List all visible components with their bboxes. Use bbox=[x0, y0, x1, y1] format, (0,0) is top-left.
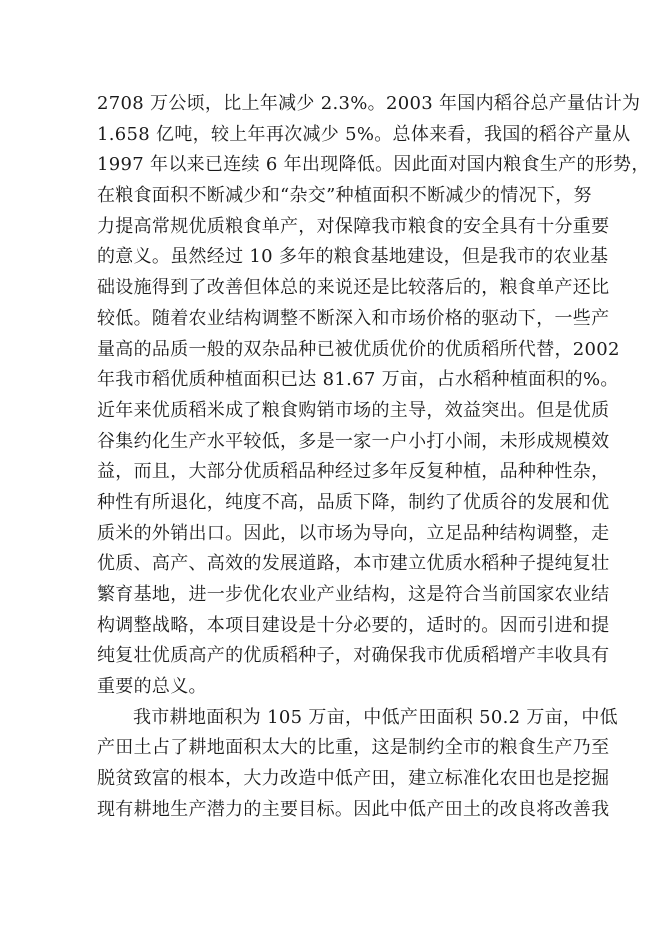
text-line: 量高的品质一般的双杂品种已被优质优价的优质稻所代替，2002 bbox=[97, 338, 620, 360]
text-line: 构调整战略，本项目建设是十分必要的，适时的。因而引进和提 bbox=[97, 614, 610, 636]
text-line: 脱贫致富的根本，大力改造中低产田，建立标准化农田也是挖掘 bbox=[97, 768, 610, 790]
text-line: 的意义。虽然经过 10 多年的粮食基地建设，但是我市的农业基 bbox=[97, 246, 609, 268]
text-line: 种性有所退化，纯度不高，品质下降，制约了优质谷的发展和优 bbox=[97, 491, 610, 513]
text-line: 重要的总义。 bbox=[97, 676, 207, 698]
text-line: 年我市稻优质种植面积已达 81.67 万亩，占水稻种植面积的%。 bbox=[97, 369, 619, 391]
text-line: 现有耕地生产潜力的主要目标。因此中低产田土的改良将改善我 bbox=[97, 798, 610, 820]
text-line: 近年来优质稻米成了粮食购销市场的主导，效益突出。但是优质 bbox=[97, 399, 610, 421]
text-line: 础设施得到了改善但体总的来说还是比较落后的，粮食单产还比 bbox=[97, 277, 610, 299]
text-line: 繁育基地，进一步优化农业产业结构，这是符合当前国家农业结 bbox=[97, 584, 610, 605]
text-line: 质米的外销出口。因此，以市场为导向，立足品种结构调整，走 bbox=[97, 522, 610, 544]
paragraph-first-line: 我市耕地面积为 105 万亩，中低产田面积 50.2 万亩，中低 bbox=[133, 706, 618, 728]
body-text bbox=[97, 89, 650, 826]
text-line: 1997 年以来已连续 6 年出现降低。因此面对国内粮食生产的形势， bbox=[97, 154, 650, 176]
text-line: 1.658 亿吨，较上年再次减少 5%。总体来看，我国的稻谷产量从 bbox=[97, 123, 631, 145]
text-line: 谷集约化生产水平较低，多是一家一户小打小闹，未形成规模效 bbox=[97, 430, 610, 452]
text-line: 力提高常规优质粮食单产，对保障我市粮食的安全具有十分重要 bbox=[97, 215, 610, 237]
text-line: 在粮食面积不断减少和“杂交”种植面积不断减少的情况下，努 bbox=[97, 185, 592, 207]
text-line: 益，而且，大部分优质稻品种经过多年反复种植，品种种性杂， bbox=[97, 461, 610, 483]
text-line: 纯复壮优质高产的优质稻种子，对确保我市优质稻增产丰收具有 bbox=[97, 645, 610, 667]
text-line: 产田土占了耕地面积太大的比重，这是制约全市的粮食生产乃至 bbox=[97, 737, 610, 759]
text-line: 2708 万公顷，比上年减少 2.3%。2003 年国内稻谷总产量估计为 bbox=[97, 93, 641, 114]
text-line: 较低。随着农业结构调整不断深入和市场价格的驱动下，一些产 bbox=[97, 307, 610, 329]
text-line: 优质、高产、高效的发展道路，本市建立优质水稻种子提纯复壮 bbox=[97, 553, 610, 575]
